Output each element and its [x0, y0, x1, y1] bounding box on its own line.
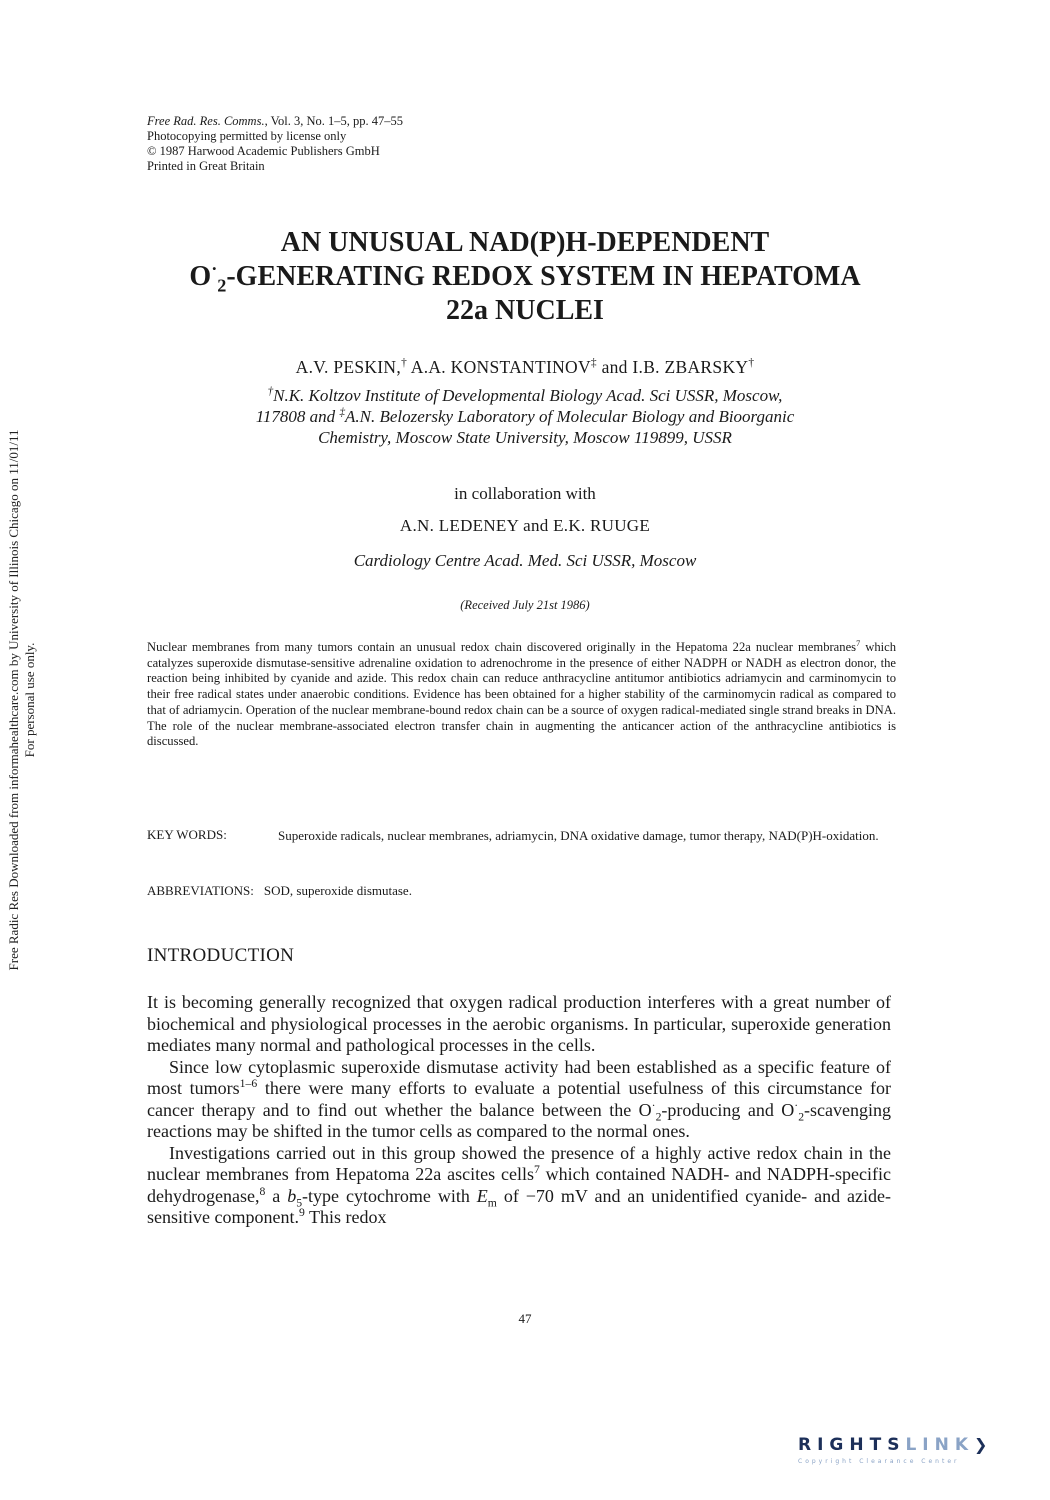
- affiliation-line-2: [120, 406, 930, 427]
- title-line-1: AN UNUSUAL NAD(P)H-DEPENDENT: [280, 227, 770, 258]
- author-list: [100, 357, 950, 378]
- author-1: A.V. PESKIN,: [295, 357, 402, 377]
- citation-details: , Vol. 3, No. 1–5, pp. 47–55: [264, 114, 404, 128]
- cytochrome-b: b: [287, 1185, 297, 1206]
- paper-title: [100, 226, 950, 328]
- author-1-mark: †: [401, 357, 408, 370]
- abbreviations-text: SOD, superoxide dismutase.: [263, 883, 412, 898]
- affiliations: [120, 385, 930, 448]
- radical-dot: ·: [794, 1098, 799, 1112]
- collaboration-authors: A.N. LEDENEY and E.K. RUUGE: [399, 516, 651, 535]
- paragraph-2-text-b: there were many efforts to evaluate a potential usefulness of this circumstance for cancer therapy and to find out whether the balance between the: [147, 1078, 891, 1120]
- affiliation-mark-1: †: [267, 385, 274, 398]
- introduction-body: [147, 992, 891, 1229]
- license-line: Photocopying permitted by license only: [147, 129, 347, 143]
- paragraph-1: It is becoming generally recognized that oxygen radical production interferes with a great number of biochemical and physiological processes in the aerobic organisms. In particular, superoxide generation mediates many normal and pathological processes in the cells.: [147, 992, 891, 1055]
- abbreviations-label: ABBREVIATIONS:: [147, 883, 254, 898]
- superoxide-symbol: O: [638, 1099, 652, 1120]
- affiliation-mark-2: ‡: [339, 406, 345, 419]
- abstract-ref-7: 7: [856, 638, 861, 648]
- superoxide-symbol: O: [781, 1099, 795, 1120]
- affiliation-text-2b: A.N. Belozersky Laboratory of Molecular Biology and Bioorganic: [344, 407, 795, 426]
- radical-dot: ·: [211, 258, 218, 279]
- ref-7: 7: [533, 1163, 540, 1176]
- citation-journal: Free Rad. Res. Comms.: [147, 114, 265, 128]
- title-line-2-text: -GENERATING REDOX SYSTEM IN HEPATOMA: [226, 261, 861, 292]
- affiliation-line-3: Chemistry, Moscow State University, Moscow 119899, USSR: [318, 428, 732, 447]
- paragraph-3-text-b: which contained NADH- and NADPH-specific dehydrogenase,: [147, 1164, 891, 1206]
- paragraph-3-text-d: -type cytochrome with: [302, 1185, 477, 1206]
- paragraph-2-text-a: Since low cytoplasmic superoxide dismutase activity had been established as a specific feature of most tumors: [147, 1056, 891, 1098]
- subscript-2: 2: [217, 275, 227, 296]
- keywords-label: KEY WORDS:: [147, 827, 227, 842]
- introduction-heading: INTRODUCTION: [147, 945, 295, 966]
- affiliation-text-1: N.K. Koltzov Institute of Developmental Biology Acad. Sci USSR, Moscow,: [273, 386, 783, 405]
- side-notice-text: [6, 300, 38, 1100]
- paragraph-3: [147, 1143, 891, 1229]
- superoxide-symbol: O: [189, 261, 212, 292]
- received-date: (Received July 21st 1986): [460, 598, 590, 612]
- rightslink-tagline: Copyright Clearance Center: [798, 1458, 960, 1465]
- side-notice-line-2: For personal use only.: [22, 642, 37, 758]
- abstract: [147, 640, 896, 750]
- paragraph-3-text-c: a: [265, 1185, 288, 1206]
- affiliation-text-2a: 117808 and: [255, 407, 340, 426]
- rightslink-word-link: LINK: [905, 1435, 974, 1455]
- abstract-text-1: Nuclear membranes from many tumors contain an unusual redox chain discovered originally in the Hepatoma 22a nuclear membranes: [147, 640, 857, 654]
- side-download-notice: [0, 300, 44, 1100]
- author-2-mark: ‡: [590, 357, 597, 370]
- subscript-2: 2: [798, 1110, 805, 1124]
- citation-line: [147, 114, 567, 129]
- title-line-3: 22a NUCLEI: [446, 295, 604, 326]
- collaboration-intro: in collaboration with: [454, 484, 596, 503]
- collaboration-affiliation: Cardiology Centre Acad. Med. Sci USSR, Moscow: [353, 551, 697, 570]
- paragraph-2-text-d: -scavenging reactions may be shifted in the tumor cells as compared to the normal ones.: [147, 1099, 891, 1141]
- ref-1-6: 1–6: [239, 1077, 258, 1090]
- journal-header: [147, 114, 567, 174]
- ref-8: 8: [259, 1184, 266, 1198]
- page-number: 47: [518, 1311, 532, 1326]
- printed-line: Printed in Great Britain: [147, 159, 265, 173]
- abbreviations: [147, 883, 412, 899]
- paragraph-2-text-c: -producing and: [661, 1099, 782, 1120]
- paragraph-3-text-a: Investigations carried out in this group showed the presence of a highly active redox chain in the nuclear membranes from Hepatoma 22a ascites cells: [147, 1142, 891, 1184]
- rightslink-word-rights: RIGHTS: [798, 1435, 906, 1455]
- subscript-2: 2: [655, 1110, 662, 1124]
- author-3: and I.B. ZBARSKY: [596, 357, 749, 377]
- cytochrome-b-subscript: 5: [296, 1196, 303, 1210]
- rightslink-logo[interactable]: [798, 1435, 1038, 1469]
- keywords-text: Superoxide radicals, nuclear membranes, adriamycin, DNA oxidative damage, tumor therapy, NAD(P)H-oxidation.: [278, 828, 879, 843]
- paragraph-3-text-e: of −70 mV and an unidentified cyanide- and azide-sensitive component.: [147, 1185, 891, 1227]
- midpoint-potential-e: E: [476, 1185, 488, 1206]
- ref-9: 9: [298, 1206, 305, 1219]
- abstract-text-2: which catalyzes superoxide dismutase-sensitive adrenaline oxidation to adrenochrome in the presence of either NADPH or NADH as electron donor, the reaction being inhibited by cyanide and azide. This redox chain can reduce anthracycline antitumor antibiotics adriamycin and carminomycin to their free radical states under anaerobic conditions. Evidence has been obtained for a higher stability of the carminomycin radical as compared to that of adriamycin. Operation of the nuclear membrane-bound redox chain can be a source of oxygen radical-mediated single strand breaks in DNA. The role of the nuclear membrane-associated electron transfer chain in augmenting the anticancer action of the anthracycline antibiotics is discussed.: [147, 640, 897, 749]
- rightslink-arrow-icon: ❯: [974, 1435, 988, 1454]
- copyright-line: © 1987 Harwood Academic Publishers GmbH: [147, 144, 380, 158]
- radical-dot: ·: [651, 1098, 656, 1112]
- paragraph-3-text-f: This redox: [304, 1207, 387, 1227]
- side-notice-line-1: Free Radic Res Downloaded from informahealthcare.com by University of Illinois Chicago on 11/01/11: [6, 429, 21, 971]
- author-2: A.A. KONSTANTINOV: [407, 357, 591, 377]
- paragraph-2: [147, 1057, 891, 1143]
- rightslink-wordmark: [798, 1435, 1038, 1455]
- affiliation-line-1: [120, 385, 930, 406]
- title-line-2: [100, 260, 950, 294]
- author-3-mark: †: [748, 357, 755, 370]
- midpoint-potential-subscript: m: [487, 1196, 497, 1210]
